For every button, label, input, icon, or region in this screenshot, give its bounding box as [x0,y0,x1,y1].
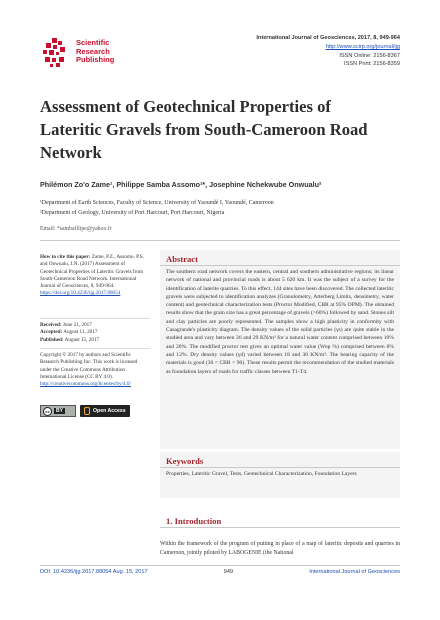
open-access-label: Open Access [93,408,126,414]
received-date: June 21, 2017 [62,322,92,328]
copyright-block [40,352,150,388]
page-footer [40,569,400,575]
abstract-text: The southern road network covers the eastern, central and southern administrative regions; its linear network of national and provincial roads is about 5 620 km. It was the subject of a survey for the identification of laterite quarries. To this effect, 144 sites have been discovered. The collected lateritic gravels were subjected to identification analyzes (Granulometry, Atterberg Limits, densimetry, water content) and geotechnical characterization tests (Proctor Modified, CBR at 95% OPM). The obtained results show that the grain size has a great percentage of gravels (>60%) followed by sand. Stones silt and clay particles are poorly represented. The samples show a high plasticity in conformity with Casagrande's plasticity diagram. The density values of the solid particles (γs) are quite stable in the studied area and vary between 26 and 29 KN/m³ for a natural water content comprised between 10% and 20%. The modified proctor test gives an optimal water value (Wop %) comprised between 8% and 12%. Dry density values (γd) varied between 18 and 30 KN/m³. The bearing capacity of the materials is good (30 < CBR < 90). These results permit the recommendation of the studied materials as foundation layers of roads for traffic classes between T1-T4. [166,269,394,375]
accepted-label: Accepted: [40,329,63,336]
journal-info [256,34,400,69]
abstract-heading: Abstract [160,253,400,266]
journal-url-link[interactable]: http://www.scirp.org/journal/ijg [325,43,400,50]
sidebar-divider [40,318,150,319]
article-authors: Philémon Zo'o Zame¹, Philippe Samba Assomo¹*, Josephine Nchekwube Onwualu² [40,180,322,189]
keywords-heading: Keywords [160,455,400,468]
issn-online: ISSN Online: 2156-8367 [339,52,400,59]
copyright-text: Copyright © 2017 by authors and Scientific Research Publishing Inc. This work is licensed under the Creative Commons Attribution International License (CC BY 4.0). [40,352,138,380]
author-email: Email: *sambafilipe@yahoo.fr [40,226,112,232]
license-badges [40,405,130,417]
journal-citation: International Journal of Geosciences, 2017, 8, 949-964 [256,35,400,41]
citation-doi-link[interactable]: https://doi.org/10.4236/ijg.2017.88054 [40,290,121,297]
cc-by-badge[interactable] [40,405,76,417]
issn-print: ISSN Print: 2156-8359 [344,61,400,68]
license-link[interactable]: http://creativecommons.org/licenses/by/4.0/ [40,381,131,388]
accepted-date: August 11, 2017 [63,329,98,336]
publisher-logo-icon [40,36,72,68]
affiliation-1: ¹Department of Earth Sciences, Faculty of Science, University of Yaoundé I, Yaoundé, Cameroon [40,200,274,206]
sidebar-divider [40,348,150,349]
footer-journal: International Journal of Geosciences [309,569,400,575]
accepted-row [40,329,150,336]
introduction-text: Within the framework of the program of putting in place of a map of lateritic deposits and quarries in Cameroon, jointly piloted by LABOGENIE (the National [160,541,400,556]
published-label: Published: [40,336,64,343]
header-divider [40,240,400,241]
by-icon: BY [56,408,63,414]
published-row [40,337,150,344]
cc-icon: cc [43,407,52,416]
publisher-name-line: Publishing [76,55,115,65]
citation-text: Zame, P.Z., Assomo, P.S. and Onwualu, J.N. (2017) Assessment of Geotechnical Properties of Lateritic Gravels from South-Cameroon Road Network. International Journal of Geosciences, 8, 949-964. [40,254,144,290]
open-access-badge[interactable] [80,405,130,417]
publisher-name-line: Scientific [76,38,110,48]
footer-doi-link[interactable]: DOI: 10.4236/ijg.2017.88054 Aug. 15, 2017 [40,569,148,575]
publisher-name-line: Research [76,46,110,56]
citation-block [40,254,150,298]
page-number: 949 [223,569,234,575]
publisher-logo [40,36,114,68]
dates-block [40,322,150,344]
keywords-text: Properties, Lateritic Gravel, Tests, Geotechnical Characterization, Foundation Layers [166,471,357,477]
received-row [40,322,150,329]
published-date: August 15, 2017 [64,336,100,343]
introduction-heading: 1. Introduction [160,515,400,528]
affiliation-2: ²Department of Geology, University of Port Harcourt, Port Harcourt, Nigeria [40,210,225,216]
citation-label: How to cite this paper: [40,254,91,260]
received-label: Received: [40,322,62,328]
footer-divider [40,565,400,566]
article-title: Assessment of Geotechnical Properties of Lateritic Gravels from South-Cameroon Road Network [40,97,368,162]
open-lock-icon [84,407,90,415]
publisher-name [76,39,114,65]
